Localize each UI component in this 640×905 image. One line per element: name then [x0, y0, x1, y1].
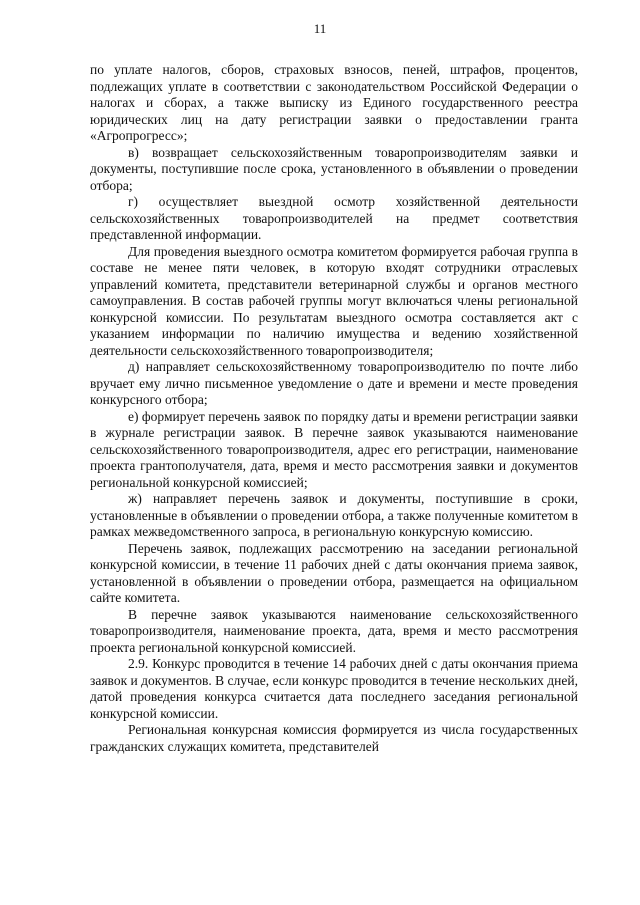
paragraph: по уплате налогов, сборов, страховых взносов, пеней, штрафов, процентов, подлежащих уплате в соответствии с законодательством Российской Федерации о налогах и сборах, а также выписку из Единого государственного реестра юридических лиц на дату регистрации заявки о предоставлении гранта «Агропрогресс»;: [90, 62, 578, 143]
paragraph: в) возвращает сельскохозяйственным товаропроизводителям заявки и документы, поступившие после срока, установленного в объявлении о проведении отбора;: [90, 144, 578, 193]
paragraph: д) направляет сельскохозяйственному товаропроизводителю по почте либо вручает ему лично письменное уведомление о дате и времени и месте проведения конкурсного отбора;: [90, 359, 578, 407]
paragraph: Региональная конкурсная комиссия формируется из числа государственных гражданских служащих комитета, представителей: [90, 722, 578, 754]
paragraph: г) осуществляет выездной осмотр хозяйственной деятельности сельскохозяйственных товаропроизводителей на предмет соответствия представленной информации.: [90, 194, 578, 242]
paragraph: Для проведения выездного осмотра комитетом формируется рабочая группа в составе не менее пяти человек, в которую входят сотрудники отраслевых управлений комитета, представители ветеринарной службы и органов местного самоуправления. В состав рабочей группы могут включаться члены региональной конкурсной комиссии. По результатам выездного осмотра составляется акт с указанием информации по наличию имущества и ведению хозяйственной деятельности сельскохозяйственного товаропроизводителя;: [90, 243, 578, 358]
paragraph: 2.9. Конкурс проводится в течение 14 рабочих дней с даты окончания приема заявок и документов. В случае, если конкурс проводится в течение нескольких дней, датой проведения конкурса считается дата последнего заседания региональной конкурсной комиссии.: [90, 656, 578, 721]
paragraph: В перечне заявок указываются наименование сельскохозяйственного товаропроизводителя, наименование проекта, дата, время и место рассмотрения проекта региональной конкурсной комиссией.: [90, 606, 578, 655]
body-text: [90, 62, 578, 755]
page-number: 11: [313, 21, 327, 36]
paragraph: ж) направляет перечень заявок и документы, поступившие в сроки, установленные в объявлении о проведении отбора, а также полученные комитетом в рамках межведомственного запроса, в региональную конкурсную комиссию.: [90, 491, 578, 539]
paragraph: Перечень заявок, подлежащих рассмотрению на заседании региональной конкурсной комиссии, в течение 11 рабочих дней с даты окончания приема заявок, установленной в объявлении о проведении отбора, размещается на официальном сайте комитета.: [90, 540, 578, 605]
paragraph: е) формирует перечень заявок по порядку даты и времени регистрации заявки в журнале регистрации заявок. В перечне заявок указываются наименование сельскохозяйственного товаропроизводителя, адрес его регистрации, наименование проекта грантополучателя, дата, время и место рассмотрения заявки и документов региональной конкурсной комиссией;: [90, 408, 578, 490]
